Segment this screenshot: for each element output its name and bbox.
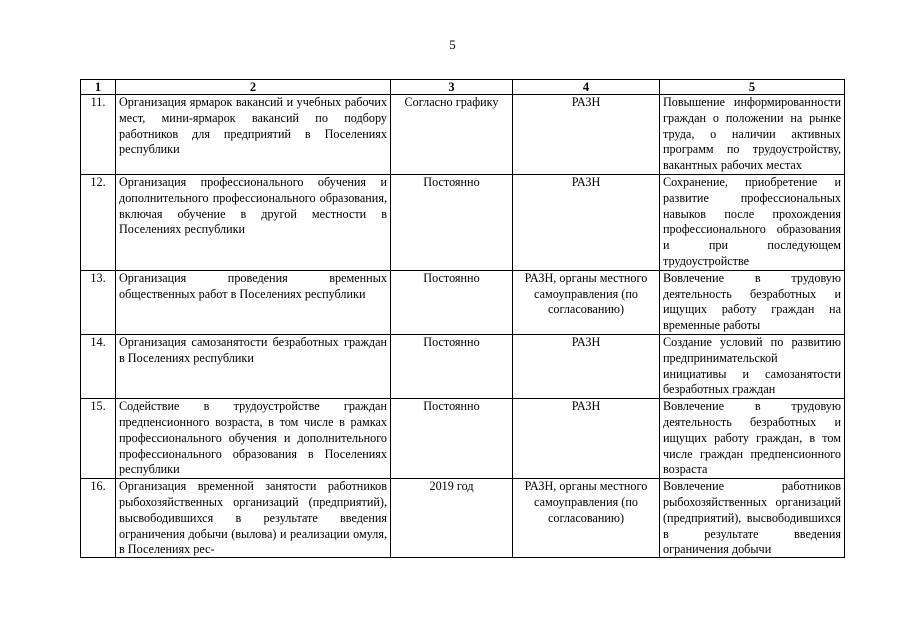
result-cell: Сохранение, приобретение и развитие профессиональных навыков после прохождения профессионального образования и при последующем трудоустройстве bbox=[660, 174, 845, 270]
row-number: 12. bbox=[81, 174, 116, 270]
activity-cell: Организация проведения временных общественных работ в Поселениях республики bbox=[116, 270, 391, 334]
period-cell: 2019 год bbox=[391, 479, 513, 558]
executor-cell: РАЗН, органы местного самоуправления (по согласованию) bbox=[513, 270, 660, 334]
header-col-1: 1 bbox=[81, 80, 116, 95]
executor-cell: РАЗН bbox=[513, 334, 660, 398]
result-cell: Вовлечение в трудовую деятельность безработных и ищущих работу граждан на временные работы bbox=[660, 270, 845, 334]
table-row bbox=[81, 270, 845, 334]
header-row bbox=[81, 80, 845, 95]
header-col-4: 4 bbox=[513, 80, 660, 95]
result-cell: Повышение информированности граждан о положении на рынке труда, о наличии активных программ по трудоустройству, вакантных рабочих местах bbox=[660, 95, 845, 175]
period-cell: Постоянно bbox=[391, 174, 513, 270]
header-col-2: 2 bbox=[116, 80, 391, 95]
table-header bbox=[81, 80, 845, 95]
table-row bbox=[81, 334, 845, 398]
activity-cell: Организация ярмарок вакансий и учебных рабочих мест, мини-ярмарок вакансий по подбору работников для предприятий в Поселениях республики bbox=[116, 95, 391, 175]
page-number: 5 bbox=[449, 37, 456, 52]
period-cell: Постоянно bbox=[391, 270, 513, 334]
row-number: 14. bbox=[81, 334, 116, 398]
table-row bbox=[81, 479, 845, 558]
activity-cell: Организация самозанятости безработных граждан в Поселениях республики bbox=[116, 334, 391, 398]
result-text-clipped: Вовлечение работников рыбохозяйственных организаций (предприятий), высвободившихся в результате введения ограничения добычи bbox=[663, 479, 841, 557]
activity-cell bbox=[116, 479, 391, 558]
activity-cell: Организация профессионального обучения и дополнительного профессионального образования, включая обучение в другой местности в Поселениях республики bbox=[116, 174, 391, 270]
table-row bbox=[81, 95, 845, 175]
row-number: 16. bbox=[81, 479, 116, 558]
executor-cell: РАЗН bbox=[513, 399, 660, 479]
executor-cell: РАЗН bbox=[513, 95, 660, 175]
result-cell bbox=[660, 479, 845, 558]
executor-cell: РАЗН bbox=[513, 174, 660, 270]
table-row bbox=[81, 174, 845, 270]
header-col-3: 3 bbox=[391, 80, 513, 95]
header-col-5: 5 bbox=[660, 80, 845, 95]
result-cell: Вовлечение в трудовую деятельность безработных и ищущих работу граждан, в том числе граждан предпенсионного возраста bbox=[660, 399, 845, 479]
activities-table bbox=[80, 79, 845, 558]
row-number: 13. bbox=[81, 270, 116, 334]
row-number: 15. bbox=[81, 399, 116, 479]
period-cell: Постоянно bbox=[391, 334, 513, 398]
period-cell: Согласно графику bbox=[391, 95, 513, 175]
table-row bbox=[81, 399, 845, 479]
activity-cell: Содействие в трудоустройстве граждан предпенсионного возраста, в том числе в рамках профессионального обучения и дополнительного профессионального образования в Поселениях республики bbox=[116, 399, 391, 479]
executor-cell: РАЗН, органы местного самоуправления (по согласованию) bbox=[513, 479, 660, 558]
period-cell: Постоянно bbox=[391, 399, 513, 479]
table-body bbox=[81, 95, 845, 558]
activity-text-clipped: Организация временной занятости работников рыбохозяйственных организаций (предприятий), высвободившихся в результате введения ограничения добычи (вылова) и реализации омуля, в Поселениях рес- bbox=[119, 479, 387, 557]
row-number: 11. bbox=[81, 95, 116, 175]
result-cell: Создание условий по развитию предпринимательской инициативы и самозанятости безработных граждан bbox=[660, 334, 845, 398]
